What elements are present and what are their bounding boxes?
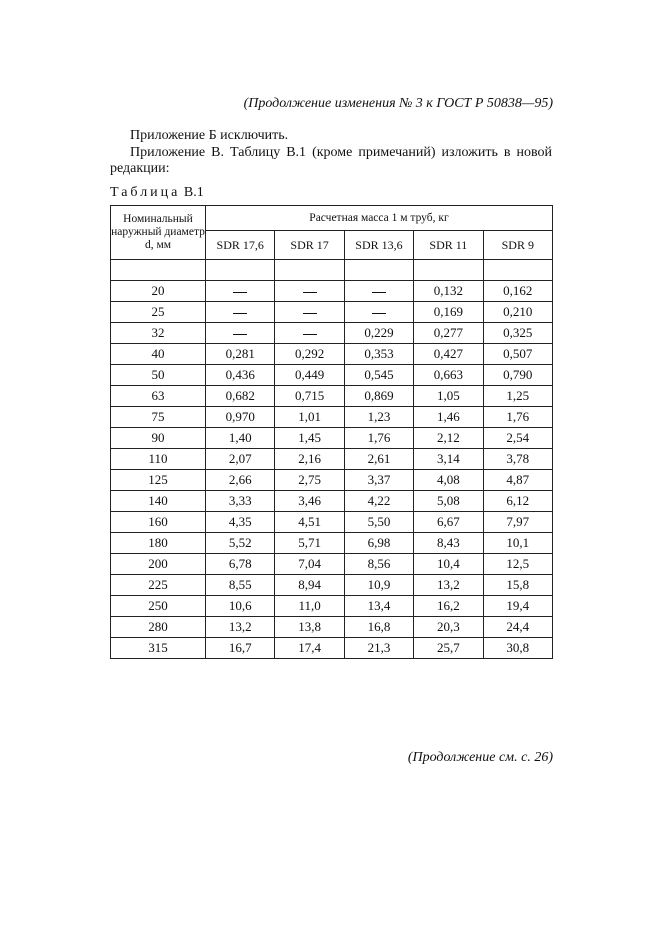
mass-cell: 7,04 bbox=[275, 554, 344, 575]
diameter-cell: 90 bbox=[111, 428, 206, 449]
mass-cell: 3,33 bbox=[206, 491, 275, 512]
table-row bbox=[111, 596, 553, 617]
mass-cell: 19,4 bbox=[483, 596, 552, 617]
mass-cell: 0,162 bbox=[483, 281, 552, 302]
mass-cell: 0,353 bbox=[344, 344, 413, 365]
mass-cell: 4,08 bbox=[414, 470, 483, 491]
mass-cell: 8,43 bbox=[414, 533, 483, 554]
mass-cell: 2,16 bbox=[275, 449, 344, 470]
table-row bbox=[111, 449, 553, 470]
mass-cell: 30,8 bbox=[483, 638, 552, 659]
mass-cell: 20,3 bbox=[414, 617, 483, 638]
table-row bbox=[111, 386, 553, 407]
mass-cell bbox=[344, 281, 413, 302]
table-row bbox=[111, 365, 553, 386]
mass-cell: 6,78 bbox=[206, 554, 275, 575]
mass-cell: 1,05 bbox=[414, 386, 483, 407]
diameter-cell: 20 bbox=[111, 281, 206, 302]
mass-cell: 0,970 bbox=[206, 407, 275, 428]
mass-cell: 10,9 bbox=[344, 575, 413, 596]
mass-cell: 1,46 bbox=[414, 407, 483, 428]
mass-cell: 2,54 bbox=[483, 428, 552, 449]
mass-cell: 0,663 bbox=[414, 365, 483, 386]
mass-cell: 5,71 bbox=[275, 533, 344, 554]
mass-cell: 13,2 bbox=[206, 617, 275, 638]
dash-mark bbox=[303, 313, 317, 314]
mass-cell: 8,55 bbox=[206, 575, 275, 596]
mass-cell: 1,23 bbox=[344, 407, 413, 428]
mass-cell: 4,35 bbox=[206, 512, 275, 533]
mass-cell: 12,5 bbox=[483, 554, 552, 575]
table-row bbox=[111, 470, 553, 491]
mass-cell: 0,210 bbox=[483, 302, 552, 323]
mass-cell: 0,869 bbox=[344, 386, 413, 407]
mass-cell: 4,87 bbox=[483, 470, 552, 491]
dash-mark bbox=[233, 334, 247, 335]
mass-cell: 10,4 bbox=[414, 554, 483, 575]
diameter-cell: 200 bbox=[111, 554, 206, 575]
mass-cell: 4,22 bbox=[344, 491, 413, 512]
paragraph-appendix-c: Приложение В. Таблицу В.1 (кроме примечаний) изложить в новой редакции: bbox=[110, 145, 552, 176]
mass-cell: 10,1 bbox=[483, 533, 552, 554]
mass-cell: 3,14 bbox=[414, 449, 483, 470]
mass-cell: 6,98 bbox=[344, 533, 413, 554]
mass-cell: 13,2 bbox=[414, 575, 483, 596]
mass-cell: 2,61 bbox=[344, 449, 413, 470]
mass-cell bbox=[206, 281, 275, 302]
diameter-cell: 40 bbox=[111, 344, 206, 365]
mass-cell: 1,76 bbox=[344, 428, 413, 449]
mass-cell: 17,4 bbox=[275, 638, 344, 659]
table-row bbox=[111, 428, 553, 449]
dash-mark bbox=[303, 292, 317, 293]
mass-cell: 2,75 bbox=[275, 470, 344, 491]
mass-cell: 4,51 bbox=[275, 512, 344, 533]
sdr-column-header: SDR 17,6 bbox=[206, 231, 275, 260]
diameter-cell: 25 bbox=[111, 302, 206, 323]
mass-cell bbox=[275, 302, 344, 323]
table-caption-number: В.1 bbox=[183, 185, 204, 200]
mass-cell: 1,25 bbox=[483, 386, 552, 407]
mass-cell: 3,37 bbox=[344, 470, 413, 491]
mass-cell: 0,427 bbox=[414, 344, 483, 365]
sdr-column-header: SDR 17 bbox=[275, 231, 344, 260]
paragraph-appendix-b: Приложение Б исключить. bbox=[130, 128, 289, 143]
mass-cell: 13,8 bbox=[275, 617, 344, 638]
mass-cell: 15,8 bbox=[483, 575, 552, 596]
table-row bbox=[111, 512, 553, 533]
diameter-column-header: Номинальный наружный диаметр d, мм bbox=[111, 206, 206, 260]
diameter-cell: 140 bbox=[111, 491, 206, 512]
mass-cell: 11,0 bbox=[275, 596, 344, 617]
dash-mark bbox=[372, 292, 386, 293]
sdr-column-header: SDR 11 bbox=[414, 231, 483, 260]
mass-cell: 0,169 bbox=[414, 302, 483, 323]
diameter-cell: 110 bbox=[111, 449, 206, 470]
mass-cell: 21,3 bbox=[344, 638, 413, 659]
mass-cell: 5,08 bbox=[414, 491, 483, 512]
continuation-footer: (Продолжение см. с. 26) bbox=[407, 750, 553, 765]
mass-cell: 2,07 bbox=[206, 449, 275, 470]
diameter-cell: 50 bbox=[111, 365, 206, 386]
mass-cell: 8,56 bbox=[344, 554, 413, 575]
dash-mark bbox=[372, 313, 386, 314]
mass-cell: 24,4 bbox=[483, 617, 552, 638]
mass-cell: 2,66 bbox=[206, 470, 275, 491]
mass-cell: 5,50 bbox=[344, 512, 413, 533]
mass-cell: 0,790 bbox=[483, 365, 552, 386]
mass-cell: 16,7 bbox=[206, 638, 275, 659]
diameter-cell: 280 bbox=[111, 617, 206, 638]
mass-cell: 1,40 bbox=[206, 428, 275, 449]
table-caption bbox=[110, 185, 204, 201]
mass-cell: 7,97 bbox=[483, 512, 552, 533]
mass-cell: 3,46 bbox=[275, 491, 344, 512]
mass-cell: 1,76 bbox=[483, 407, 552, 428]
sdr-column-header: SDR 13,6 bbox=[344, 231, 413, 260]
mass-cell: 0,715 bbox=[275, 386, 344, 407]
table-row bbox=[111, 323, 553, 344]
mass-cell: 25,7 bbox=[414, 638, 483, 659]
mass-cell: 3,78 bbox=[483, 449, 552, 470]
mass-cell bbox=[344, 302, 413, 323]
mass-cell: 0,436 bbox=[206, 365, 275, 386]
table-row bbox=[111, 491, 553, 512]
table-row bbox=[111, 533, 553, 554]
mass-column-group-header: Расчетная масса 1 м труб, кг bbox=[206, 206, 553, 231]
table-row bbox=[111, 344, 553, 365]
mass-cell: 1,45 bbox=[275, 428, 344, 449]
mass-cell: 0,132 bbox=[414, 281, 483, 302]
mass-cell: 0,281 bbox=[206, 344, 275, 365]
mass-cell: 0,545 bbox=[344, 365, 413, 386]
table-row bbox=[111, 302, 553, 323]
table-row bbox=[111, 638, 553, 659]
continuation-header: (Продолжение изменения № 3 к ГОСТ Р 50838—95) bbox=[243, 96, 553, 111]
table-caption-word: Таблица bbox=[110, 185, 181, 200]
mass-cell: 16,2 bbox=[414, 596, 483, 617]
dash-mark bbox=[303, 334, 317, 335]
diameter-cell: 160 bbox=[111, 512, 206, 533]
mass-cell: 8,94 bbox=[275, 575, 344, 596]
diameter-cell: 225 bbox=[111, 575, 206, 596]
mass-cell: 1,01 bbox=[275, 407, 344, 428]
diameter-cell: 32 bbox=[111, 323, 206, 344]
mass-cell: 10,6 bbox=[206, 596, 275, 617]
mass-cell: 16,8 bbox=[344, 617, 413, 638]
diameter-cell: 250 bbox=[111, 596, 206, 617]
table-row bbox=[111, 575, 553, 596]
mass-cell: 0,229 bbox=[344, 323, 413, 344]
mass-cell: 0,277 bbox=[414, 323, 483, 344]
mass-cell bbox=[275, 281, 344, 302]
mass-cell: 0,292 bbox=[275, 344, 344, 365]
table-body bbox=[111, 260, 553, 659]
mass-cell bbox=[275, 323, 344, 344]
mass-cell: 5,52 bbox=[206, 533, 275, 554]
mass-cell: 0,507 bbox=[483, 344, 552, 365]
diameter-cell: 63 bbox=[111, 386, 206, 407]
mass-cell bbox=[206, 302, 275, 323]
diameter-cell: 315 bbox=[111, 638, 206, 659]
dash-mark bbox=[233, 313, 247, 314]
dash-mark bbox=[233, 292, 247, 293]
mass-cell: 2,12 bbox=[414, 428, 483, 449]
mass-cell bbox=[206, 323, 275, 344]
diameter-cell: 75 bbox=[111, 407, 206, 428]
mass-cell: 0,682 bbox=[206, 386, 275, 407]
diameter-cell: 180 bbox=[111, 533, 206, 554]
table-row bbox=[111, 281, 553, 302]
mass-cell: 0,449 bbox=[275, 365, 344, 386]
diameter-cell: 125 bbox=[111, 470, 206, 491]
table-row bbox=[111, 617, 553, 638]
pipe-mass-table bbox=[110, 205, 553, 659]
table-row bbox=[111, 407, 553, 428]
mass-cell: 0,325 bbox=[483, 323, 552, 344]
mass-cell: 6,67 bbox=[414, 512, 483, 533]
sdr-column-header: SDR 9 bbox=[483, 231, 552, 260]
mass-cell: 6,12 bbox=[483, 491, 552, 512]
table-row bbox=[111, 554, 553, 575]
mass-cell: 13,4 bbox=[344, 596, 413, 617]
